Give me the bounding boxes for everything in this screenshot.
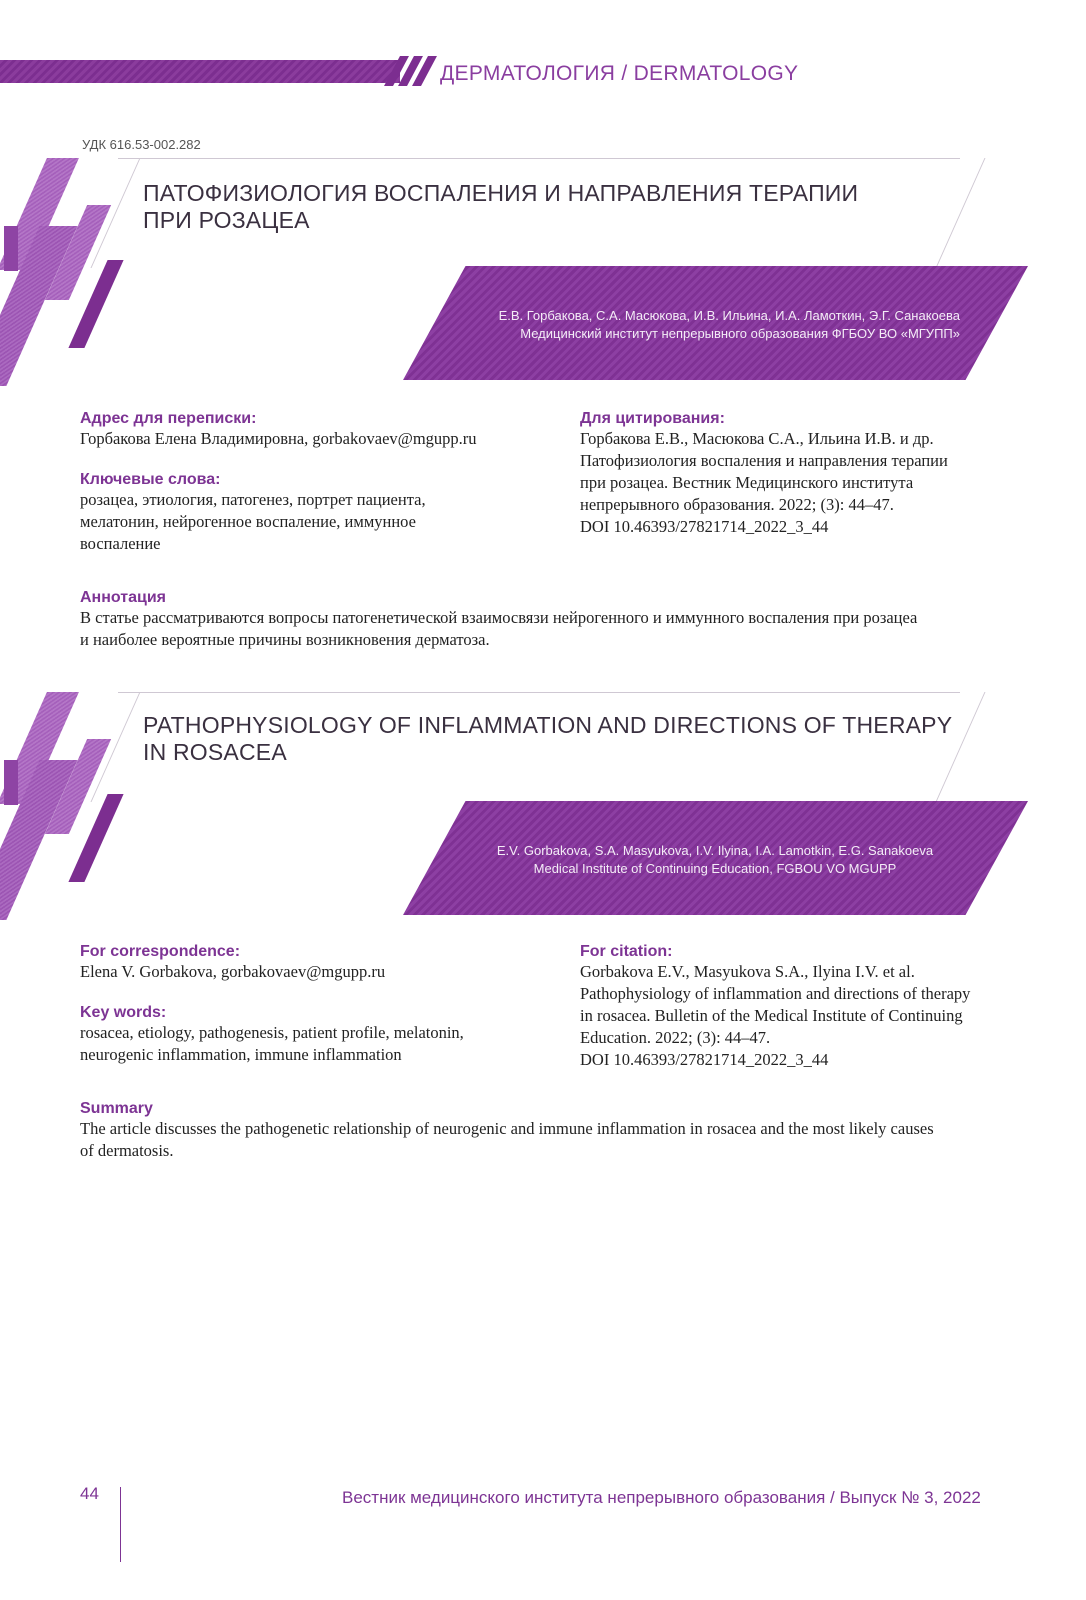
section-title: ДЕРМАТОЛОГИЯ / DERMATOLOGY — [440, 62, 799, 85]
keywords-label-en: Key words: — [80, 1004, 167, 1021]
authors-en: E.V. Gorbakova, S.A. Masyukova, I.V. Ilyina, I.A. Lamotkin, E.G. Sanakoeva — [496, 843, 934, 858]
summary-text-en: The article discusses the pathogenetic relationship of neurogenic and immune inflammation in rosacea and the most likely causes of dermatosis. — [80, 1119, 934, 1160]
decor-line — [118, 692, 960, 693]
article-title-ru: ПАТОФИЗИОЛОГИЯ ВОСПАЛЕНИЯ И НАПРАВЛЕНИЯ ТЕРАПИИ ПРИ РОЗАЦЕА — [143, 180, 859, 233]
header-band — [0, 60, 400, 83]
citation-label-en: For citation: — [580, 943, 673, 960]
decor-line — [936, 158, 986, 268]
en-right-column — [580, 943, 1030, 1071]
keywords-label-ru: Ключевые слова: — [80, 471, 221, 488]
page-number: 44 — [80, 1484, 99, 1503]
udk-code: УДК 616.53-002.282 — [82, 137, 201, 152]
affiliation-en: Medical Institute of Continuing Education, FGBOU VO MGUPP — [533, 861, 897, 876]
footer-divider — [120, 1487, 121, 1562]
article-title-en: PATHOPHYSIOLOGY OF INFLAMMATION AND DIRECTIONS OF THERAPY IN ROSACEA — [143, 712, 953, 765]
decor-stripe — [4, 760, 18, 805]
decor-stripe — [4, 226, 18, 271]
citation-en: Gorbakova E.V., Masyukova S.A., Ilyina I.V. et al. Pathophysiology of inflammation and directions of therapy in rosacea. Bulletin of the Medical Institute of Continuing Education. 2022; (3): 44–47. DOI 10.46393/27821714_2022_3_44 — [580, 962, 971, 1069]
ru-left-column — [80, 410, 550, 555]
citation-label-ru: Для цитирования: — [580, 410, 725, 427]
abstract-label-ru: Аннотация — [80, 589, 166, 606]
authors-block-ru — [420, 307, 960, 343]
correspondence-label-en: For correspondence: — [80, 943, 241, 960]
summary-en — [80, 1100, 1040, 1162]
abstract-text-ru: В статье рассматриваются вопросы патогенетической взаимосвязи нейрогенного и иммунного воспаления при розацеа и наиболее вероятные причины возникновения дерматоза. — [80, 608, 918, 649]
affiliation-ru: Медицинский институт непрерывного образования ФГБОУ ВО «МГУПП» — [520, 326, 960, 341]
ru-right-column — [580, 410, 1030, 538]
abstract-ru — [80, 589, 1040, 651]
authors-ru: Е.В. Горбакова, С.А. Масюкова, И.В. Ильина, И.А. Ламоткин, Э.Г. Санакоева — [498, 308, 960, 323]
correspondence-label-ru: Адрес для переписки: — [80, 410, 257, 427]
summary-label-en: Summary — [80, 1100, 153, 1117]
keywords-en: rosacea, etiology, pathogenesis, patient profile, melatonin, neurogenic inflammation, immune inflammation — [80, 1023, 464, 1064]
correspondence-en: Elena V. Gorbakova, gorbakovaev@mgupp.ru — [80, 962, 386, 981]
decor-line — [118, 158, 960, 159]
citation-ru: Горбакова Е.В., Масюкова С.А., Ильина И.В. и др. Патофизиология воспаления и направления терапии при розацеа. Вестник Медицинского института непрерывного образования. 2022; (3): 44–47. DOI 10.46393/27821714_2022_3_44 — [580, 429, 948, 536]
en-left-column — [80, 943, 550, 1066]
correspondence-ru: Горбакова Елена Владимировна, gorbakovaev@mgupp.ru — [80, 429, 477, 448]
journal-footer: Вестник медицинского института непрерывного образования / Выпуск № 3, 2022 — [342, 1488, 981, 1507]
keywords-ru: розацеа, этиология, патогенез, портрет пациента, мелатонин, нейрогенное воспаление, иммунное воспаление — [80, 490, 426, 553]
authors-block-en — [470, 842, 960, 878]
